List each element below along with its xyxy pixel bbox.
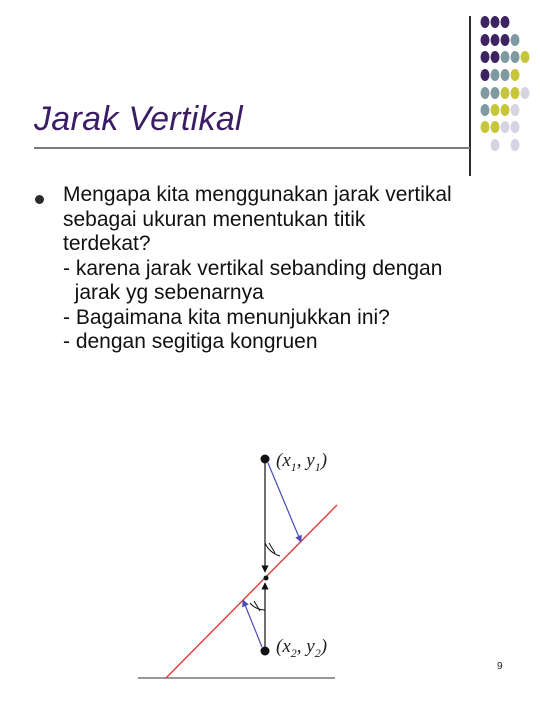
slide-title: Jarak Vertikal <box>34 100 243 138</box>
intersection-point <box>264 576 269 581</box>
point-1 <box>261 455 270 464</box>
bullet-dot-icon <box>35 195 44 204</box>
decor-dot <box>501 51 510 63</box>
decor-dot <box>511 87 520 99</box>
decor-dot <box>491 139 500 151</box>
decor-dot <box>501 34 510 46</box>
decor-dot <box>511 104 520 116</box>
bullet-line: terdekat? <box>63 232 151 255</box>
bullet-line: jarak yg sebenarnya <box>63 281 264 304</box>
decor-dot <box>481 104 490 116</box>
decor-dot <box>481 121 490 133</box>
decor-dot <box>481 87 490 99</box>
point-1-label: ($x_1$, $y_1$) <box>276 450 328 474</box>
decor-dot <box>521 87 530 99</box>
bullet-line: - dengan segitiga kongruen <box>63 330 318 353</box>
page-number: 9 <box>497 661 503 672</box>
decor-dot <box>481 34 490 46</box>
perpendicular-arrow-upper <box>268 463 301 542</box>
bullet-line: Mengapa kita menggunakan jarak vertikal <box>63 183 452 206</box>
perpendicular-arrow-lower <box>243 600 262 647</box>
decor-dot <box>491 87 500 99</box>
point-2 <box>261 647 270 656</box>
decor-dot <box>511 139 520 151</box>
decor-dot <box>511 34 520 46</box>
decor-dot <box>481 69 490 81</box>
decor-dot <box>511 69 520 81</box>
decor-dot <box>491 104 500 116</box>
decor-dot <box>521 51 530 63</box>
vertical-divider <box>469 16 471 176</box>
decor-dot <box>501 104 510 116</box>
decor-dot <box>501 121 510 133</box>
decor-dot <box>491 16 500 28</box>
bullet-line: - Bagaimana kita menunjukkan ini? <box>63 305 390 329</box>
bullet-line: sebagai ukuran menentukan titik <box>63 207 366 231</box>
title-underline <box>34 147 470 149</box>
bullet-text <box>63 183 452 355</box>
decor-dot <box>491 51 500 63</box>
decor-dot <box>491 34 500 46</box>
decor-dot <box>481 16 490 28</box>
decor-dot <box>491 69 500 81</box>
decor-dot <box>481 51 490 63</box>
angle-tick-lower <box>254 601 260 611</box>
decor-dot <box>511 51 520 63</box>
point-2-label: ($x_2$, $y_2$) <box>276 636 328 660</box>
decor-dot <box>501 69 510 81</box>
decor-dot <box>501 16 510 28</box>
vertical-distance-diagram <box>130 435 360 685</box>
decor-dot <box>501 87 510 99</box>
bullet-line: - karena jarak vertikal sebanding dengan <box>63 256 443 280</box>
decor-dot <box>511 121 520 133</box>
decor-dot <box>491 121 500 133</box>
decorative-dot-grid <box>0 0 540 170</box>
